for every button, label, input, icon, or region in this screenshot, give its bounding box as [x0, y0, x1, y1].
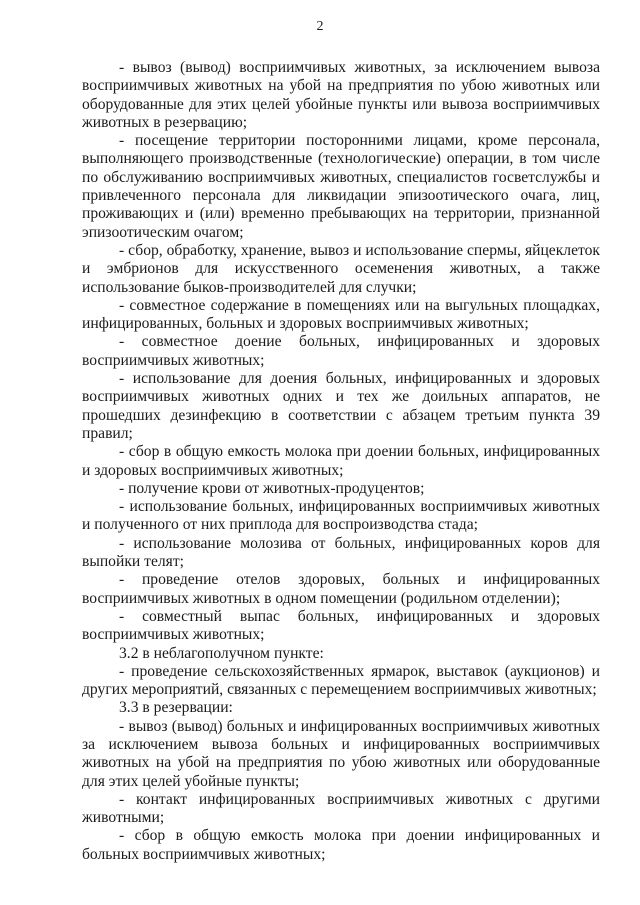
- paragraph: - совместное доение больных, инфицированных и здоровых восприимчивых животных;: [82, 333, 600, 369]
- paragraph: - проведение сельскохозяйственных ярмарок, выставок (аукционов) и других мероприятий, связанных с перемещением восприимчивых животных;: [82, 662, 600, 699]
- page-number: 2: [316, 19, 324, 34]
- paragraph: - контакт инфицированных восприимчивых животных с другими животными;: [82, 790, 600, 827]
- paragraph: - проведение отелов здоровых, больных и инфицированных восприимчивых животных в одном помещении (родильном отделении);: [82, 571, 600, 607]
- paragraph: - посещение территории посторонними лицами, кроме персонала, выполняющего производственные (технологические) операции, в том числе по обслуживанию восприимчивых животных, специалистов госветслужбы и привлеченного персонала для ликвидации эпизоотического очага, лиц, проживающих и (или) временно пребывающих на территории, признанной эпизоотическим очагом;: [82, 132, 600, 241]
- paragraph: - совместное содержание в помещениях или на выгульных площадках, инфицированных, больных и здоровых восприимчивых животных;: [82, 296, 600, 333]
- paragraph: - сбор в общую емкость молока при доении инфицированных и больных восприимчивых животных;: [82, 827, 600, 863]
- paragraph: - совместный выпас больных, инфицированных и здоровых восприимчивых животных;: [82, 607, 600, 644]
- section-heading: 3.2 в неблагополучном пункте:: [119, 644, 324, 662]
- paragraph: - использование больных, инфицированных восприимчивых животных и полученного от них приплода для воспроизводства стада;: [82, 498, 600, 534]
- paragraph: - вывоз (вывод) восприимчивых животных, за исключением вывоза восприимчивых животных на убой на предприятия по убою животных или оборудованные для этих целей убойные пункты или вывоза восприимчивых животных в резервацию;: [82, 59, 600, 131]
- paragraph: - сбор, обработку, хранение, вывоз и использование спермы, яйцеклеток и эмбрионов для искусственного осеменения животных, а также использование быков-производителей для случки;: [82, 241, 600, 296]
- paragraph: - получение крови от животных-продуцентов;: [119, 479, 425, 497]
- document-body: [82, 59, 600, 864]
- paragraph: - вывоз (вывод) больных и инфицированных восприимчивых животных за исключением вывоза больных и инфицированных восприимчивых животных на убой на предприятия по убою животных или оборудованные для этих целей убойные пункты;: [82, 717, 600, 790]
- paragraph: - сбор в общую емкость молока при доении больных, инфицированных и здоровых восприимчивых животных;: [82, 443, 600, 479]
- paragraph: - использование для доения больных, инфицированных и здоровых восприимчивых животных одних и тех же доильных аппаратов, не прошедших дезинфекцию в соответствии с абзацем третьим пункта 39 правил;: [82, 370, 600, 442]
- paragraph: - использование молозива от больных, инфицированных коров для выпойки телят;: [82, 534, 600, 571]
- section-heading: 3.3 в резервации:: [119, 699, 233, 717]
